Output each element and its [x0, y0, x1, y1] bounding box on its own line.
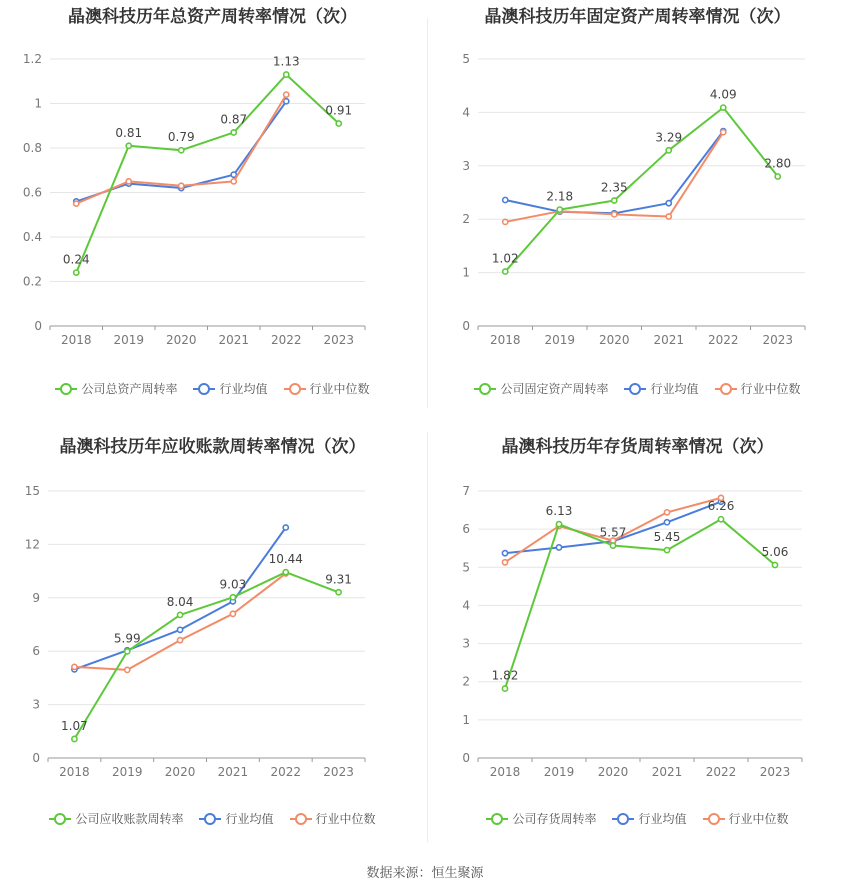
- series-line: [505, 519, 775, 688]
- legend-marker-icon: [49, 813, 71, 825]
- y-tick-label: 3: [462, 636, 470, 651]
- y-tick-label: 12: [24, 537, 40, 552]
- data-point: [125, 667, 130, 672]
- legend-label: 行业均值: [638, 812, 687, 826]
- data-point: [610, 543, 615, 548]
- y-tick-label: 6: [462, 522, 470, 537]
- legend-label: 行业均值: [219, 382, 268, 396]
- chart-plot: [0, 0, 425, 430]
- data-point: [230, 595, 235, 600]
- data-label: 1.07: [61, 718, 88, 733]
- y-tick-label: 15: [24, 484, 40, 498]
- x-tick-label: 2018: [59, 765, 90, 779]
- y-tick-label: 2: [462, 212, 470, 227]
- x-tick-label: 2019: [113, 333, 145, 347]
- data-point: [283, 525, 288, 530]
- x-tick-label: 2022: [705, 765, 737, 779]
- data-point: [74, 201, 79, 206]
- data-point: [231, 179, 236, 184]
- chart-title: 晶澳科技历年固定资产周转率情况（次）: [484, 7, 791, 27]
- data-point: [772, 562, 777, 567]
- x-tick-label: 2018: [489, 333, 521, 347]
- x-tick-label: 2019: [111, 765, 143, 779]
- legend-label: 行业中位数: [315, 812, 376, 826]
- data-label: 0.24: [62, 252, 90, 267]
- chart-legend: [425, 810, 850, 827]
- data-point: [664, 548, 669, 553]
- data-label: 0.79: [167, 130, 195, 145]
- data-label: 6.13: [545, 504, 573, 519]
- legend-label: 公司应收账款周转率: [75, 812, 184, 826]
- y-tick-label: 9: [32, 590, 40, 605]
- x-tick-label: 2022: [707, 333, 739, 347]
- data-point: [336, 121, 341, 126]
- y-tick-label: 1.2: [22, 52, 42, 66]
- y-tick-label: 6: [32, 644, 40, 659]
- legend-label: 公司存货周转率: [512, 812, 597, 826]
- data-point: [177, 627, 182, 632]
- legend-label: 行业中位数: [728, 812, 789, 826]
- legend-marker-icon: [624, 383, 646, 395]
- legend-label: 行业中位数: [309, 382, 370, 396]
- data-label: 5.06: [761, 544, 789, 559]
- x-tick-label: 2020: [598, 333, 630, 347]
- legend-item[interactable]: [715, 380, 801, 397]
- chart-legend: [425, 380, 850, 397]
- y-tick-label: 5: [462, 52, 470, 66]
- x-tick-label: 2021: [651, 765, 683, 779]
- x-tick-label: 2023: [323, 333, 355, 347]
- legend-label: 行业均值: [650, 382, 699, 396]
- data-point: [612, 212, 617, 217]
- data-point: [126, 179, 131, 184]
- legend-label: 公司总资产周转率: [81, 382, 178, 396]
- data-point: [74, 270, 79, 275]
- data-label: 1.02: [491, 251, 519, 266]
- data-label: 5.57: [599, 525, 627, 540]
- chart-panel-fixed-asset-turnover: [425, 0, 850, 430]
- x-tick-label: 2020: [164, 765, 196, 779]
- chart-plot: [425, 0, 850, 430]
- y-tick-label: 0.8: [22, 141, 42, 155]
- data-point: [336, 590, 341, 595]
- y-tick-label: 4: [462, 105, 470, 120]
- legend-item[interactable]: [199, 810, 273, 827]
- legend-label: 行业均值: [225, 812, 274, 826]
- data-point: [284, 72, 289, 77]
- data-label: 9.03: [219, 577, 247, 592]
- data-point: [556, 522, 561, 527]
- data-label: 8.04: [166, 594, 194, 609]
- y-tick-label: 1: [462, 265, 470, 280]
- data-label: 2.35: [600, 180, 628, 195]
- data-point: [125, 649, 130, 654]
- chart-plot: [425, 430, 850, 860]
- y-tick-label: 0.4: [22, 230, 42, 244]
- data-label: 1.82: [491, 668, 519, 683]
- data-point: [231, 130, 236, 135]
- chart-legend: [0, 810, 425, 827]
- legend-marker-icon: [703, 813, 725, 825]
- x-tick-label: 2020: [597, 765, 629, 779]
- data-point: [503, 197, 508, 202]
- data-point: [231, 172, 236, 177]
- legend-marker-icon: [290, 813, 312, 825]
- data-point: [179, 148, 184, 153]
- legend-item[interactable]: [55, 380, 177, 397]
- chart-title: 晶澳科技历年应收账款周转率情况（次）: [59, 437, 366, 457]
- data-label: 9.31: [325, 572, 352, 587]
- legend-marker-icon: [486, 813, 508, 825]
- chart-legend: [0, 380, 425, 397]
- y-tick-label: 3: [462, 158, 470, 173]
- data-label: 2.80: [764, 156, 792, 171]
- y-tick-label: 0: [462, 319, 470, 333]
- data-point: [230, 611, 235, 616]
- data-point: [177, 612, 182, 617]
- y-tick-label: 5: [462, 560, 470, 575]
- legend-label: 公司固定资产周转率: [500, 382, 609, 396]
- data-point: [775, 174, 780, 179]
- data-point: [503, 219, 508, 224]
- data-point: [177, 638, 182, 643]
- x-tick-label: 2023: [759, 765, 791, 779]
- data-label: 1.13: [272, 54, 300, 69]
- x-tick-label: 2022: [270, 333, 302, 347]
- data-point: [666, 214, 671, 219]
- data-point: [556, 545, 561, 550]
- legend-marker-icon: [193, 383, 215, 395]
- x-tick-label: 2019: [544, 333, 576, 347]
- data-source-note: 数据来源：恒生聚源: [366, 866, 484, 881]
- y-tick-label: 1: [462, 712, 470, 727]
- data-label: 3.29: [655, 130, 683, 145]
- data-point: [664, 510, 669, 515]
- data-point: [284, 92, 289, 97]
- y-tick-label: 0: [34, 319, 42, 333]
- data-label: 2.18: [546, 189, 574, 204]
- data-point: [721, 105, 726, 110]
- legend-marker-icon: [474, 383, 496, 395]
- legend-item[interactable]: [703, 810, 789, 827]
- data-label: 0.87: [220, 112, 248, 127]
- data-point: [666, 201, 671, 206]
- legend-item[interactable]: [49, 810, 183, 827]
- data-label: 0.91: [325, 103, 353, 118]
- y-tick-label: 0.6: [22, 185, 42, 200]
- y-tick-label: 0: [462, 751, 470, 765]
- y-tick-label: 0: [32, 751, 40, 765]
- data-label: 5.45: [653, 530, 681, 545]
- data-point: [503, 269, 508, 274]
- data-point: [72, 736, 77, 741]
- y-tick-label: 0.2: [22, 274, 42, 289]
- legend-item[interactable]: [486, 810, 596, 827]
- chart-panel-total-asset-turnover: [0, 0, 425, 430]
- data-label: 6.26: [707, 499, 735, 514]
- legend-marker-icon: [715, 383, 737, 395]
- y-tick-label: 2: [462, 674, 470, 689]
- y-tick-label: 1: [34, 96, 42, 111]
- chart-panel-inventory-turnover: [425, 430, 850, 860]
- chart-panel-receivables-turnover: [0, 430, 425, 860]
- data-label: 4.09: [709, 87, 737, 102]
- data-label: 10.44: [268, 552, 303, 567]
- series-line: [505, 132, 723, 222]
- data-point: [283, 570, 288, 575]
- legend-item[interactable]: [474, 380, 608, 397]
- x-tick-label: 2020: [165, 333, 197, 347]
- data-point: [718, 517, 723, 522]
- chart-plot: [0, 430, 425, 860]
- x-tick-label: 2021: [218, 333, 250, 347]
- legend-marker-icon: [284, 383, 306, 395]
- data-label: 0.81: [115, 125, 143, 140]
- data-point: [666, 148, 671, 153]
- series-line: [76, 75, 339, 273]
- legend-item[interactable]: [612, 810, 686, 827]
- data-point: [502, 560, 507, 565]
- y-tick-label: 3: [32, 697, 40, 712]
- y-tick-label: 4: [462, 598, 470, 613]
- legend-marker-icon: [612, 813, 634, 825]
- data-label: 5.99: [113, 631, 141, 646]
- legend-item[interactable]: [284, 380, 370, 397]
- x-tick-label: 2021: [217, 765, 249, 779]
- chart-title: 晶澳科技历年存货周转率情况（次）: [501, 437, 774, 457]
- data-point: [612, 198, 617, 203]
- legend-marker-icon: [55, 383, 77, 395]
- legend-item[interactable]: [624, 380, 698, 397]
- data-point: [72, 664, 77, 669]
- x-tick-label: 2023: [762, 333, 794, 347]
- chart-title: 晶澳科技历年总资产周转率情况（次）: [68, 7, 357, 27]
- legend-label: 行业中位数: [740, 382, 801, 396]
- x-tick-label: 2018: [60, 333, 92, 347]
- legend-item[interactable]: [193, 380, 267, 397]
- data-point: [502, 686, 507, 691]
- data-point: [502, 551, 507, 556]
- x-tick-label: 2022: [270, 765, 302, 779]
- legend-marker-icon: [199, 813, 221, 825]
- data-point: [179, 183, 184, 188]
- legend-item[interactable]: [290, 810, 376, 827]
- x-tick-label: 2019: [543, 765, 575, 779]
- data-point: [664, 520, 669, 525]
- x-tick-label: 2023: [323, 765, 354, 779]
- data-point: [126, 143, 131, 148]
- data-point: [721, 130, 726, 135]
- x-tick-label: 2018: [489, 765, 521, 779]
- y-tick-label: 7: [462, 484, 470, 498]
- data-point: [557, 207, 562, 212]
- x-tick-label: 2021: [653, 333, 685, 347]
